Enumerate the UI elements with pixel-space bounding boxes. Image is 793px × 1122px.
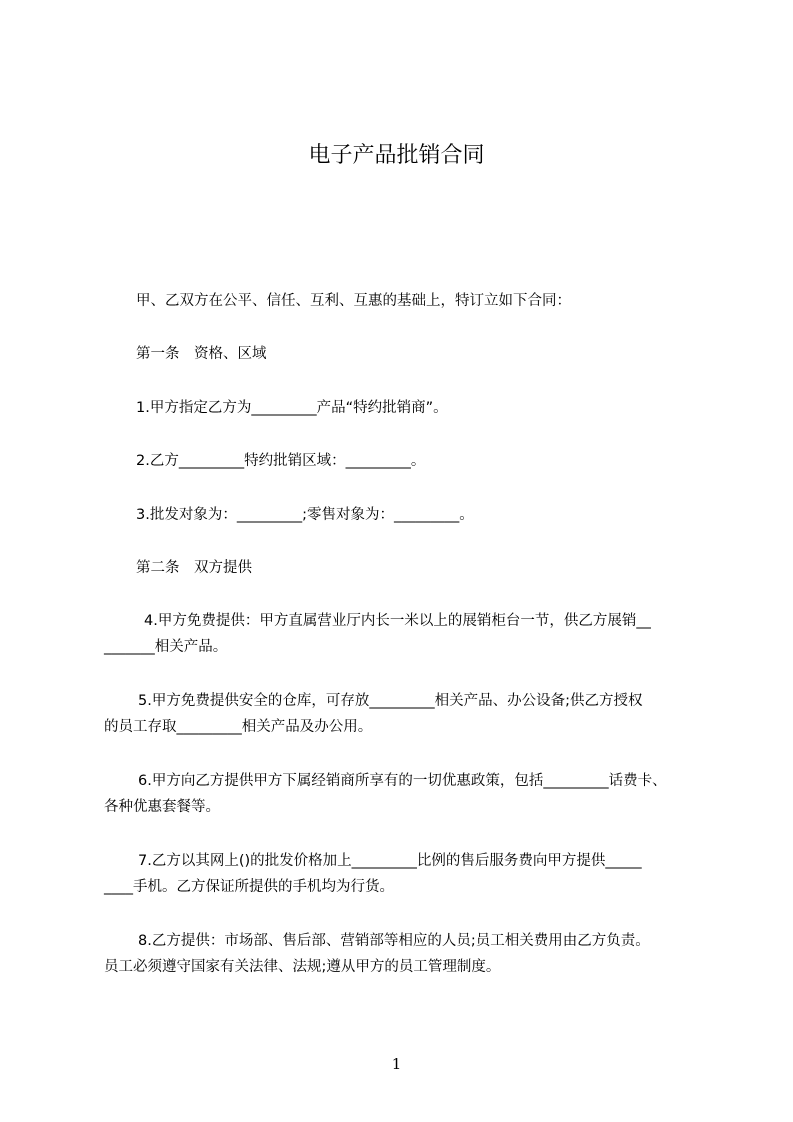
article-2-item-6-line-2: 各种优惠套餐等。 xyxy=(104,799,220,815)
intro-paragraph: 甲、乙双方在公平、信任、互利、互惠的基础上，特订立如下合同： xyxy=(136,293,571,309)
article-2-item-4-line-1: 4.甲方免费提供：甲方直属营业厅内长一米以上的展销柜台一节，供乙方展销__ xyxy=(144,613,651,629)
article-1-item-1: 1.甲方指定乙方为_________产品“特约批销商”。 xyxy=(136,400,448,416)
article-2-item-7-line-1: 7.乙方以其网上()的批发价格加上_________比例的售后服务费向甲方提供_____ xyxy=(138,853,642,869)
article-1-heading: 第一条 资格、区域 xyxy=(136,346,267,362)
article-2-item-5-line-2: 的员工存取_________相关产品及办公用。 xyxy=(104,719,373,735)
page-number: 1 xyxy=(391,1055,402,1073)
document-title: 电子产品批销合同 xyxy=(308,143,485,168)
article-1-item-2: 2.乙方_________特约批销区域：_________。 xyxy=(136,453,426,469)
article-2-item-5-line-1: 5.甲方免费提供安全的仓库，可存放_________相关产品、办公设备;供乙方授权 xyxy=(138,693,643,709)
article-2-item-7-line-2: ____手机。乙方保证所提供的手机均为行货。 xyxy=(104,879,394,895)
article-2-item-6-line-1: 6.甲方向乙方提供甲方下属经销商所享有的一切优惠政策，包括_________话费卡、 xyxy=(138,773,667,789)
article-2-heading: 第二条 双方提供 xyxy=(136,560,252,576)
article-2-item-4-line-2: _______相关产品。 xyxy=(104,639,228,655)
article-1-item-3: 3.批发对象为：_________;零售对象为：_________。 xyxy=(136,507,474,523)
article-2-item-8-line-2: 员工必须遵守国家有关法律、法规;遵从甲方的员工管理制度。 xyxy=(104,959,501,975)
article-2-item-8-line-1: 8.乙方提供：市场部、售后部、营销部等相应的人员;员工相关费用由乙方负责。 xyxy=(138,933,650,949)
